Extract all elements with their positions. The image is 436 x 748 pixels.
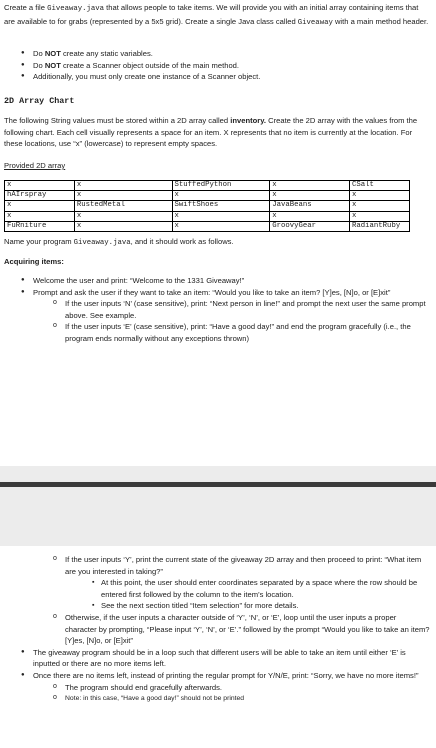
list-item: o Otherwise, if the user inputs a character outside of ‘Y’, ‘N’, or ‘E’, loop until the user inputs a proper character by prompting, “Please input ‘Y’, ‘N’, or ‘E’.” followed by the prompt “Would you like to take an item? [Y]es, [N]o, or [E]xit” — [4, 612, 430, 647]
table-cell: hAIrspray — [5, 191, 75, 201]
table-cell: RustedMetal — [74, 201, 172, 211]
table-cell: x — [350, 191, 410, 201]
table-row — [5, 221, 410, 231]
intro-text: that allows people to take items. We will provide you with an initial array containing items that are available to for grabs (represented by a 5x5 grid). Create a single Java class called — [4, 3, 419, 26]
table-row — [5, 211, 410, 221]
inventory-table — [4, 180, 410, 232]
table-cell: x — [270, 211, 350, 221]
list-item: ▪ At this point, the user should enter coordinates separated by a space where the row should be entered first followed by the column to the item’s location. — [4, 577, 430, 600]
rules-list — [4, 48, 430, 83]
document-page-2 — [0, 546, 436, 748]
table-cell: FuRniture — [5, 221, 75, 231]
list-item: ▪ See the next section titled “Item selection” for more details. — [4, 600, 430, 612]
acquiring-heading: Acquiring items: — [4, 257, 64, 266]
table-cell: x — [350, 201, 410, 211]
list-item: ● Once there are no items left, instead of printing the regular prompt for Y/N/E, print: “Sorry, we have no more items!” — [4, 670, 430, 682]
intro-paragraph — [4, 2, 430, 29]
table-cell: SwiftShoes — [172, 201, 270, 211]
table-row — [5, 181, 410, 191]
name-line: Name your program Giveaway.java, and it should work as follows. — [4, 237, 234, 247]
table-cell: StuffedPython — [172, 181, 270, 191]
table-cell: x — [270, 191, 350, 201]
list-item: ● Welcome the user and print: “Welcome to the 1331 Giveaway!” — [4, 275, 430, 287]
chart-description: The following String values must be stored within a 2D array called inventory. Create the 2D array with the values from the following chart. Each cell visually represents a space for an item. X represents that no item is currently at the location. For these locations, use “x” (lowercase) to represent empty spaces. — [4, 116, 418, 149]
table-cell: x — [74, 191, 172, 201]
list-item: o If the user inputs ‘E’ (case sensitive), print: “Have a good day!” and end the program gracefully (i.e., the program ends normally without any exceptions thrown) — [4, 321, 430, 344]
table-cell: x — [5, 201, 75, 211]
table-cell: x — [5, 211, 75, 221]
table-cell: x — [5, 181, 75, 191]
table-cell: GroovyGear — [270, 221, 350, 231]
classname-code: Giveaway — [297, 18, 333, 27]
table-cell: RadiantRuby — [350, 221, 410, 231]
provided-array-label: Provided 2D array — [4, 161, 66, 170]
table-cell: x — [74, 181, 172, 191]
list-item: o If the user inputs ‘N’ (case sensitive), print: “Next person in line!” and prompt the next user the same prompt above. See example. — [4, 298, 430, 321]
acquiring-list — [4, 275, 430, 345]
table-cell: JavaBeans — [270, 201, 350, 211]
list-item: o If the user inputs ‘Y’, print the current state of the giveaway 2D array and then proceed to print: “What item are you interested in taking?” — [4, 554, 430, 577]
intro-text: with a main method header. — [334, 16, 429, 26]
table-cell: x — [172, 211, 270, 221]
table-cell: CSalt — [350, 181, 410, 191]
table-row — [5, 191, 410, 201]
table-row — [5, 201, 410, 211]
list-item: ● Do NOT create a Scanner object outside of the main method. — [4, 60, 430, 72]
intro-text: Create a file — [4, 3, 45, 12]
list-item: ● Do NOT create any static variables. — [4, 48, 430, 60]
list-item: ● Prompt and ask the user if they want to take an item: “Would you like to take an item? [Y]es, [N]o, or [E]xit” — [4, 287, 430, 299]
table-cell: x — [74, 211, 172, 221]
table-cell: x — [172, 221, 270, 231]
list-item: ● The giveaway program should be in a loop such that different users will be able to take an item until either ‘E’ is inputted or there are no more items left. — [4, 647, 430, 670]
list-item: o The program should end gracefully afterwards. — [4, 682, 430, 694]
list-item: ● Additionally, you must only create one instance of a Scanner object. — [4, 71, 430, 83]
page-separator — [0, 466, 436, 546]
section-heading: 2D Array Chart — [4, 96, 75, 106]
table-cell: x — [74, 221, 172, 231]
table-cell: x — [172, 191, 270, 201]
table-cell: x — [270, 181, 350, 191]
continued-list — [4, 554, 430, 705]
list-item: o Note: in this case, “Have a good day!” should not be printed — [4, 693, 430, 705]
separator-bar — [0, 482, 436, 487]
filename-code: Giveaway.java — [47, 5, 105, 13]
table-cell: x — [350, 211, 410, 221]
